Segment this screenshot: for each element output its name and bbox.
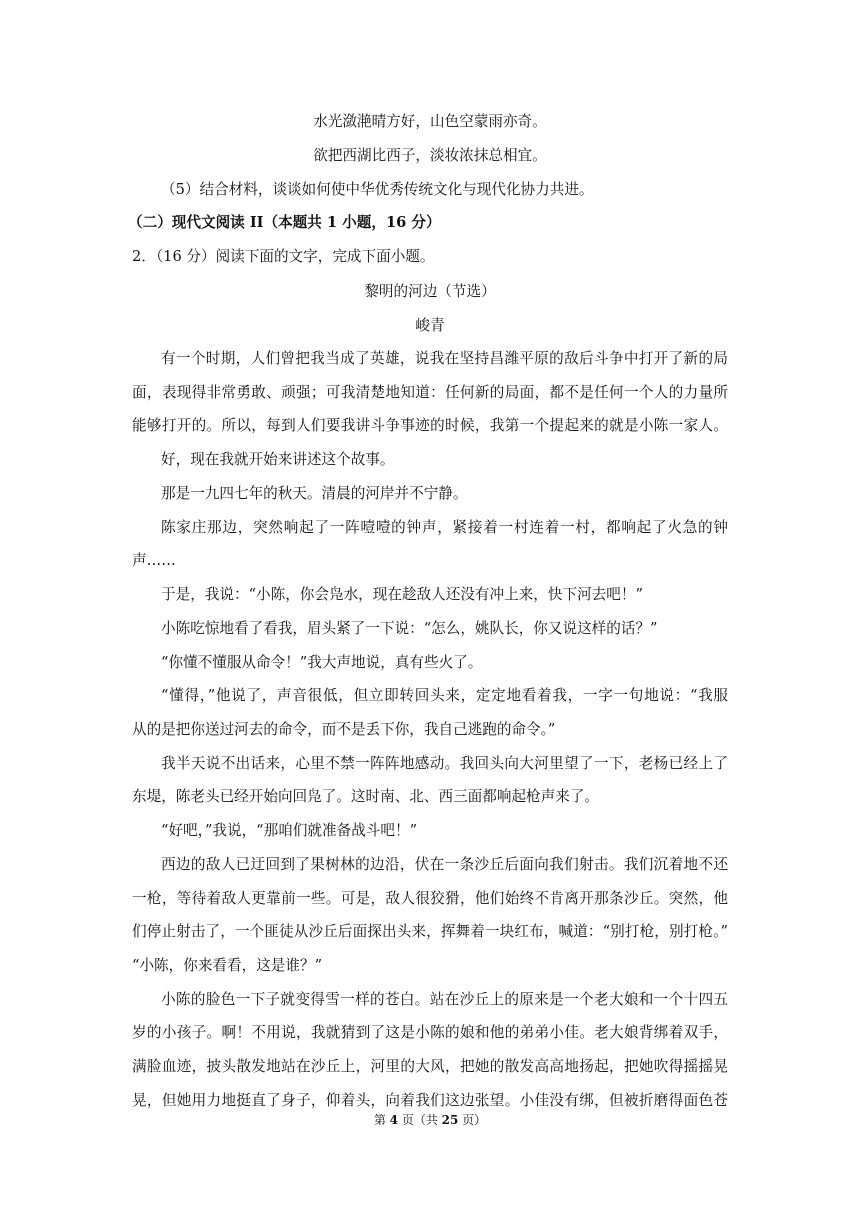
footer-suffix: 页） [458, 1113, 487, 1127]
body-line: 有一个时期，人们曾把我当成了英雄，说我在坚持昌潍平原的敌后斗争中打开了新的局 [161, 350, 728, 367]
poem-line-2: 欲把西湖比西子，淡妆浓抹总相宜。 [313, 147, 547, 164]
body-line: 我半天说不出话来，心里不禁一阵阵地感动。我回头向大河里望了一下，老杨已经上了 [161, 755, 728, 772]
question-2-intro: 2．（16 分）阅读下面的文字，完成下面小题。 [132, 248, 435, 265]
body-line: 东堤，陈老头已经开始向回凫了。这时南、北、西三面都响起枪声来了。 [132, 788, 600, 805]
body-line: “你懂不懂服从命令！”我大声地说，真有些火了。 [161, 654, 483, 671]
body-line: 声…… [132, 552, 176, 569]
body-line: 陈家庄那边，突然响起了一阵噎噎的钟声，紧接着一村连着一村，都响起了火急的钟 [161, 519, 728, 536]
footer-mid: 页（共 [398, 1113, 442, 1127]
body-line: 一枪，等待着敌人更靠前一些。可是，敌人很狡猾，他们始终不肯离开那条沙丘。突然，他 [132, 890, 728, 907]
footer-total-pages: 25 [441, 1113, 459, 1127]
body-line: 于是，我说：“小陈，你会凫水，现在趁敌人还没有冲上来，快下河去吧！” [161, 586, 643, 603]
body-line: 那是一九四七年的秋天。清晨的河岸并不宁静。 [161, 485, 468, 502]
body-line: 小陈吃惊地看了看我，眉头紧了一下说：“怎么，姚队长，你又说这样的话？” [161, 620, 658, 637]
article-author: 峻青 [415, 317, 445, 334]
poem-line-1: 水光潋滟晴方好，山色空蒙雨亦奇。 [313, 113, 547, 130]
body-line: 能够打开的。所以，每到人们要我讲斗争事迹的时候，我第一个提起来的就是小陈一家人。 [132, 417, 728, 434]
body-line: “好吧，”我说，“那咱们就准备战斗吧！” [161, 822, 418, 839]
body-line: 从的是把你送过河去的命令，而不是丢下你，我自己逃跑的命令。” [132, 721, 556, 738]
body-line: 西边的敌人已迂回到了果树林的边沿，伏在一条沙丘后面向我们射击。我们沉着地不还 [161, 856, 728, 873]
body-line: 岁的小孩子。啊！不用说，我就猜到了这是小陈的娘和他的弟弟小佳。老大娘背绑着双手， [132, 1024, 728, 1041]
footer-prefix: 第 [373, 1113, 390, 1127]
question-5: （5）结合材料，谈谈如何使中华优秀传统文化与现代化协力共进。 [161, 181, 594, 198]
footer-page-number: 4 [389, 1113, 398, 1127]
body-line: 小陈的脸色一下子就变得雪一样的苍白。站在沙丘上的原来是一个老大娘和一个十四五 [161, 991, 728, 1008]
body-line: 面，表现得非常勇敢、顽强；可我清楚地知道：任何新的局面，都不是任何一个人的力量所 [132, 384, 728, 401]
body-line: “懂得，”他说了，声音很低，但立即转回头来，定定地看着我，一字一句地说：“我服 [161, 687, 728, 704]
page-footer [0, 1112, 860, 1128]
section-heading: （二）现代文阅读 II（本题共 1 小题，16 分） [128, 214, 441, 231]
body-line: “小陈，你来看看，这是谁？” [132, 957, 323, 974]
body-line: 好，现在我就开始来讲述这个故事。 [161, 451, 395, 468]
body-line: 们停止射击了，一个匪徒从沙丘后面探出头来，挥舞着一块红布，喊道：“别打枪，别打枪。” [132, 923, 728, 940]
body-line: 晃，但她用力地挺直了身子，仰着头，向着我们这边张望。小佳没有绑，但被折磨得面色苍 [132, 1092, 728, 1109]
article-title: 黎明的河边（节选） [364, 283, 496, 300]
body-line: 满脸血迹，披头散发地站在沙丘上，河里的大风，把她的散发高高地扬起，把她吹得摇摇晃 [132, 1058, 728, 1075]
